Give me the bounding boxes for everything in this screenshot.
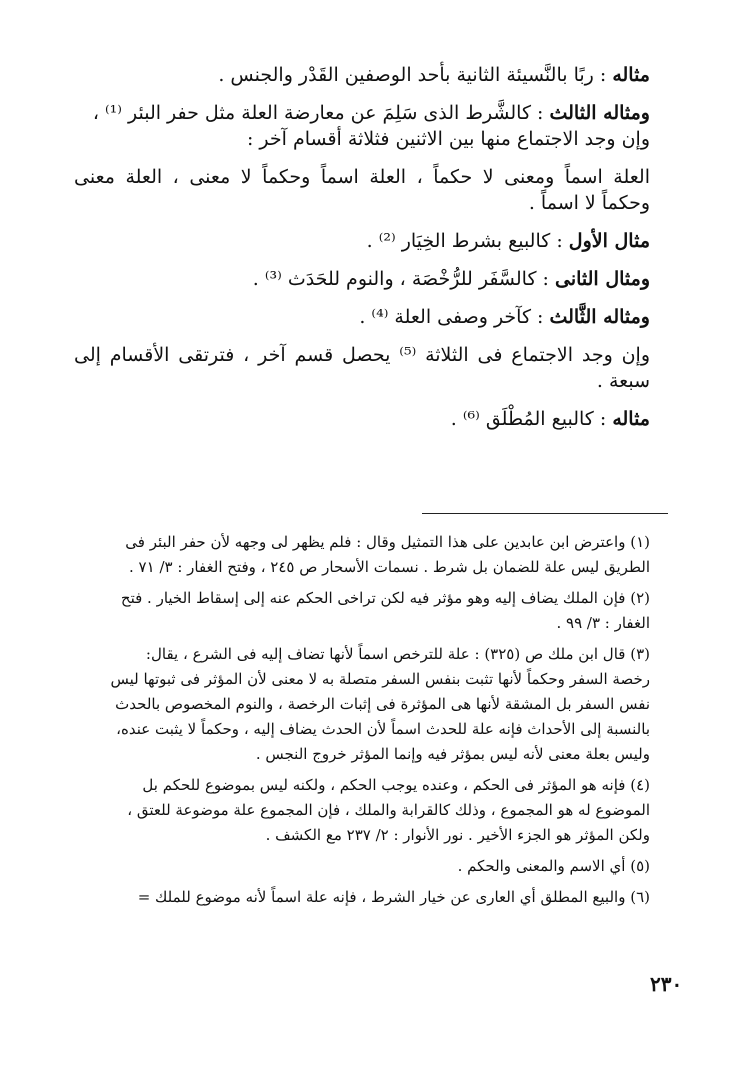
footnote-line: (٢) فإن الملك يضاف إليه وهو مؤثر فيه لكن تراخى الحكم عنه إلى إسقاط الخيار . فتح xyxy=(120,589,650,607)
footnote-line: الموضوع له هو المجموع ، وذلك كالقرابة والملك ، فإن المجموع علة موضوعة للعتق ، xyxy=(127,801,650,819)
page-number: ٢٣٠ xyxy=(650,972,683,996)
footnotes xyxy=(62,530,650,910)
paragraph-line: وحكماً لا اسماً . xyxy=(528,192,650,214)
example-label: ومثاله الثالث xyxy=(549,102,650,124)
example-label: مثاله xyxy=(612,408,650,430)
footnote-line: (٣) قال ابن ملك ص (٣٢٥) : علة للترخص اسماً لأنها تضاف إليه فى الشرع ، يقال: xyxy=(145,645,650,663)
footnote-line: (١) واعترض ابن عابدين على هذا التمثيل وقال : فلم يظهر لى وجهه لأن حفر البئر فى xyxy=(125,533,650,551)
footnote-line: الغفار : ٣/ ٩٩ . xyxy=(556,614,650,632)
footnote-line: الطريق ليس علة للضمان بل شرط . نسمات الأسحار ص ٢٤٥ ، وفتح الغفار : ٣/ ٧١ . xyxy=(129,558,650,576)
paragraph-line xyxy=(74,228,650,254)
paragraph-line xyxy=(74,304,650,330)
example-label: مثال الأول xyxy=(568,230,650,252)
footnote-line: نفس السفر بل المشقة لأنها هى المؤثرة فى إثبات الرخصة ، والنوم المخصوص بالحدث xyxy=(115,695,650,713)
main-text xyxy=(74,62,650,432)
footnote-line: (٥) أي الاسم والمعنى والحكم . xyxy=(457,857,650,875)
footnote-line: بالنسبة إلى الأحداث فإنه علة للحدث اسماً لأن الحدث يضاف إليه ، وحكماً لا يثبت عنده، xyxy=(116,720,650,738)
footnote-line: رخصة السفر وحكماً لأنها تثبت بنفس السفر متصلة به لا معنى لأن المؤثر فى ثبوتها ليس xyxy=(110,670,650,688)
footnote-line: (٦) والبيع المطلق أي العارى عن خيار الشرط ، فإنه علة اسماً لأنه موضوع للملك = xyxy=(137,888,650,906)
footnote-divider xyxy=(422,513,668,514)
paragraph-line: العلة اسماً ومعنى لا حكماً ، العلة اسماً وحكماً لا معنى ، العلة معنى xyxy=(74,166,650,188)
example-text: : كآخر وصفى العلة ⁽⁴⁾ . xyxy=(359,306,550,328)
paragraph-line xyxy=(74,266,650,292)
example-text: : كالبيع المُطْلَق ⁽⁶⁾ . xyxy=(450,408,613,430)
paragraph-line xyxy=(74,406,650,432)
example-text: : ربًا بالنَّسيئة الثانية بأحد الوصفين القَدْر والجنس . xyxy=(218,64,613,86)
paragraph-line: وإن وجد الاجتماع منها بين الاثنين فثلاثة أقسام آخر : xyxy=(246,128,650,150)
example-label: مثاله xyxy=(612,64,650,86)
footnote-line: ولكن المؤثر هو الجزء الأخير . نور الأنوار : ٢/ ٢٣٧ مع الكشف . xyxy=(265,826,650,844)
example-text: : كالشَّرط الذى سَلِمَ عن معارضة العلة مثل حفر البئر ⁽¹⁾ ، xyxy=(92,102,550,124)
example-label: ومثاله الثَّالث xyxy=(549,306,650,328)
example-text: : كالبيع بشرط الخِيَار ⁽²⁾ . xyxy=(366,230,569,252)
paragraph-line: وإن وجد الاجتماع فى الثلاثة ⁽⁵⁾ يحصل قسم آخر ، فترتقى الأقسام إلى xyxy=(74,344,650,366)
paragraph-line: سبعة . xyxy=(596,370,650,392)
example-label: ومثال الثانى xyxy=(554,268,650,290)
footnote-line: وليس بعلة معنى لأنه ليس بمؤثر فيه وإنما المؤثر خروج النجس . xyxy=(255,745,650,763)
example-text: : كالسَّفَر للرُّخْصَة ، والنوم للحَدَث ⁽³⁾ . xyxy=(252,268,555,290)
paragraph-line xyxy=(74,62,650,88)
paragraph-line xyxy=(74,100,650,126)
footnote-line: (٤) فإنه هو المؤثر فى الحكم ، وعنده يوجب الحكم ، ولكنه ليس بموضوع للحكم بل xyxy=(142,776,650,794)
